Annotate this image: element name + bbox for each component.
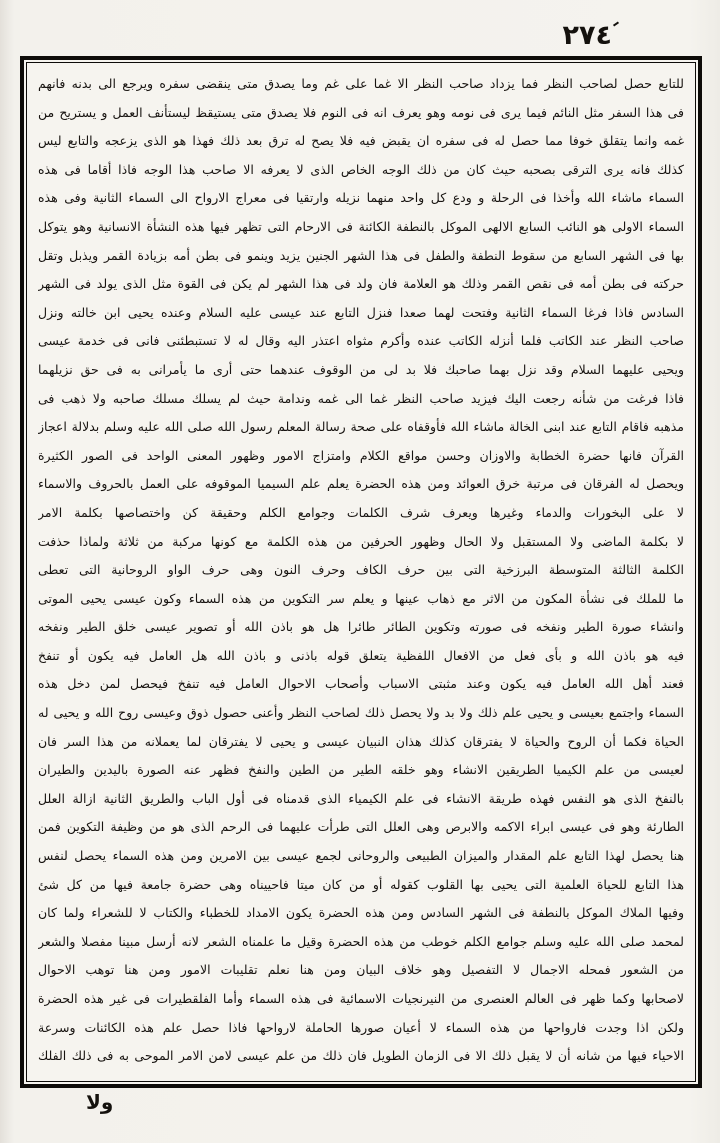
text-line: لعيسى من علم الكيميا الطريقين الانشاء وهو خلقه الطير من الطين والنفخ فظهر عنه الصورة باليدين والطيران [38, 762, 684, 778]
text-line: الاحياء فيها من شانه أن لا يقبل ذلك الا فى الزمان الطويل فان ذلك من علم عيسى لامن الامر الموحى به فى ذلك الفلك [38, 1048, 684, 1064]
text-line: مذهبه فاقام التابع عند ابنى الخالة ماشاء الله فأوقفاه على صحة رسالة المعلم رسول الله صلى الله عليه وسلم بدلالة اعجاز [38, 419, 684, 435]
text-line: بها فى الشهر السابع من سقوط النطفة والطفل فى هذا الشهر الجنين يزيد وينمو فى بطن أمه بزيادة القمر ويذبل وتقل [38, 247, 684, 263]
text-line: للتابع حصل لصاحب النظر فما يزداد صاحب النظر الا غما على غم وما يصدق متى ينقضى سفره ويرجع الى بدنه فانهم [38, 76, 684, 91]
text-line: هذا التابع للحياة العلمية التى يحيى بها القلوب كقوله أو من كان ميتا فاحييناه وهى حضرة جامعة فيها من كل شئ [38, 876, 684, 892]
text-line: وفيها الملاك الموكل بالنطفة فى الشهر السادس ومن هذه الحضرة يكون الامداد للخطباء والكتاب لا للشعراء ولما كان [38, 905, 684, 921]
text-line: ويحصل له الفرقان فى مرتبة خرق العوائد ومن هذه الحضرة يعلم علم السيميا الموقوفه على العمل بالحروف والاسماء [38, 476, 684, 492]
text-line: السماء واجتمع بعيسى و يحيى علم ذلك ولا بد ولا يحصل ذلك لصاحب النظر وأعنى حصول ذوق وعيسى روح الله و يحيى له [38, 705, 684, 721]
text-frame [20, 56, 702, 1088]
text-line: السماء الاولى هو النائب السابع الالهى الموكل بالنطفة الكائنة فى الارحام التى تظهر فيها هذه النشأة الانسانية وهو يتوكل [38, 218, 684, 234]
text-line: فيه هو باذن الله و بأى فعل من الافعال اللفظية يتعلق قوله باذنى و باذن الله هل العامل فيه يكون أو تنفخ [38, 647, 684, 663]
text-line: من الشعور فمحله الاجمال لا التفصيل وهو خلاف البيان ومن هنا نعلم تقليبات الامور ومن هنا توهب الاحوال [38, 962, 684, 978]
text-line: صاحب النظر عند الكاتب فلما أنزله الكاتب عنده وأكرم مثواه اعتذر اليه وقال له لا تستبطئنى فانى فى خدمة عيسى [38, 333, 684, 349]
text-line: ويحيى عليهما السلام وقد نزل بهما صاحبك فلا بد لى من الوقوف عندهما حتى أرى ما يأمرانى به فى حق نزيلهما [38, 361, 684, 377]
text-line: فعند أهل الله العامل فيه يكون وعند مثبتى الاسباب وأصحاب الاحوال العامل فيه تنفخ فيحصل لمن دخل هذه [38, 676, 684, 692]
text-line: لاصحابها وكما ظهر فى العالم العنصرى من النيرنجيات الاسمائية فى هذه السماء وأما الفلقطيرات فى غير هذه الحضرة [38, 991, 684, 1006]
catchword: ولا [86, 1090, 114, 1114]
text-line: هنا يحصل لهذا التابع علم المقدار والميزان الطبيعى والروحانى لجمع عيسى بين الامرين ومن هذه السماء يحصل لنفس [38, 848, 684, 864]
page-number: ٢٧٤ [562, 20, 612, 51]
body-text [38, 70, 684, 1071]
text-line: ما للملك فى نشأة المكون من الاثر مع ذهاب عينها و يعلم سر التكوين من هذه السماء وكون عيسى يحيى الموتى [38, 590, 684, 606]
text-line: لا بكلمة الماضى ولا المستقبل ولا الحال وظهور الحرفين من هذه الكلمة مع كونها مركبة من ثلاثة ولماذا حذفت [38, 533, 684, 549]
text-frame-inner [26, 62, 696, 1082]
text-line: حركته فى بطن أمه فى نقص القمر وذلك هو العلامة فان ولد فى هذا الشهر لم يكن فى القوة مثل الذى يولد فى الشهر [38, 276, 684, 292]
text-line: غمه وانما يتقلق خوفا مما حصل له فى سفره ان يقبض فيه فلا يصح له ترق بعد ذلك فهذا هو الذى يزعجه والتابع ليس [38, 133, 684, 149]
text-line: لا على البخورات والدماء وغيرها ويعرف شرف الكلمات وجوامع الكلم وحقيقة كن واختصاصها بكلمة الامر [38, 504, 684, 520]
text-line: الحياة فكما أن الروح والحياة لا يفترقان كذلك هذان النبيان عيسى و يحيى لا يفترقان لما يعملانه من هذا السر فان [38, 733, 684, 749]
text-line: فى هذا السفر مثل النائم فيما يرى فى نومه وهو يعرف انه فى النوم فلا يصدق متى يستيقظ ليستأنف العمل و يستريح من [38, 104, 684, 120]
text-line: الطارئة وهو فى عيسى ابراء الاكمه والابرص وهى العلل التى طرأت عليهما فى الرحم الذى هو من وظيفة التكوين فمن [38, 819, 684, 835]
text-line: ولكن اذا وجدت فارواحها من هذه السماء لا أعيان صورها الحاملة لارواحها فاذا حصل علم هذه الكائنات وسرعة [38, 1019, 684, 1035]
text-line: فاذا فرغت من شأنه رجعت اليك فيزيد صاحب النظر غما الى غمه وندامة حيث لم يسلك مسلك صاحبه ولا ذهب فى [38, 390, 684, 406]
text-line: كذلك فانه يرى الترقى بصحبه حيث كان من ذلك الوجه الخاص الذى لا يعرفه الا صاحب هذا الوجه فاذا أقاما فى هذه [38, 161, 684, 177]
text-line: السماء ماشاء الله وأخذا فى الرحلة و ودع كل واحد منهما نزيله وارتقيا فى معراج الارواح الى السماء الثانية وفى هذه [38, 190, 684, 206]
text-line: الكلمة الثالثة المتوسطة البرزخية التى بين حرف الكاف وحرف النون وهى حرف الواو الروحانية التى تعطى [38, 562, 684, 578]
text-line: السادس فاذا فرغا السماء الثانية وفتحت لهما صعدا فنزل التابع عند عيسى عليه السلام وعنده يحيى ابن خالته ونزل [38, 304, 684, 320]
text-line: لمحمد صلى الله عليه وسلم جوامع الكلم خوطب من هذه الحضرة وقيل ما علمناه الشعر لانه أرسل مبينا مفصلا والشعر [38, 933, 684, 949]
text-line: القرآن فانها حضرة الخطابة والاوزان وحسن مواقع الكلام وامتزاج الامور وظهور المعنى الواحد فى الصور الكثيرة [38, 447, 684, 463]
text-line: وانشاء صورة الطير ونفخه فى صورته وتكوين الطائر طائرا هل هو باذن الله أو تصوير عيسى خلق الطير ونفخه [38, 619, 684, 635]
text-line: بالنفخ الذى هو النفس فهذه طريقة الانشاء فى علم الكيمياء الذى قدمناه فى أول الباب والطريق الثانية ازالة العلل [38, 790, 684, 806]
